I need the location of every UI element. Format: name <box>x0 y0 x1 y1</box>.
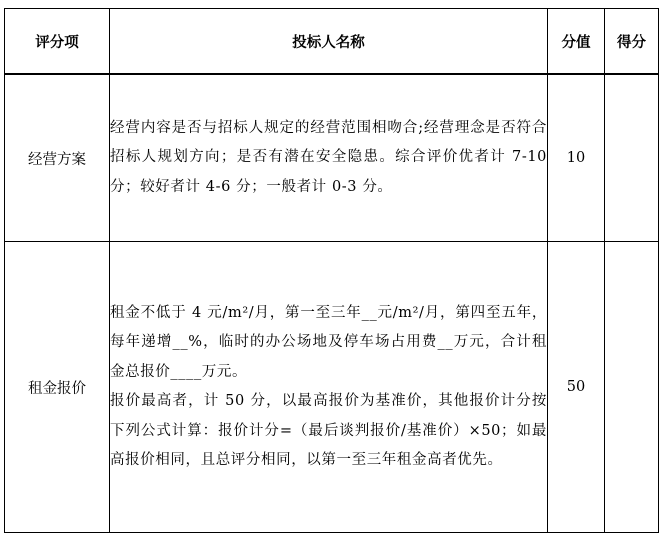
table-row <box>5 242 659 533</box>
criteria-paragraph: 报价最高者，计 50 分，以最高报价为基准价，其他报价计分按下列公式计算：报价计分=（最后谈判报价/基准价）×50；如最高报价相同，且总评分相同，以第一至三年租金高者优先。 <box>110 393 547 468</box>
row-points: 10 <box>548 74 605 242</box>
row-criteria <box>110 74 548 242</box>
header-points: 分值 <box>548 9 605 75</box>
header-score: 得分 <box>605 9 659 75</box>
criteria-paragraph: 经营内容是否与招标人规定的经营范围相吻合;经营理念是否符合招标人规划方向；是否有潜在安全隐患。综合评价优者计 7-10 分；较好者计 4-6 分；一般者计 0-3 分。 <box>110 119 547 195</box>
row-criteria <box>110 242 548 533</box>
criteria-paragraph: 租金不低于 4 元/m²/月，第一至三年__元/m²/月，第四至五年，每年递增__%，临时的办公场地及停车场占用费__万元，合计租金总报价____万元。 <box>110 304 547 380</box>
header-scoring-item: 评分项 <box>5 9 110 75</box>
table-row <box>5 74 659 242</box>
header-bidder-name: 投标人名称 <box>110 9 548 75</box>
row-score-cell[interactable] <box>605 74 659 242</box>
row-item-label: 租金报价 <box>5 242 110 533</box>
table-header-row <box>5 9 659 75</box>
row-item-label: 经营方案 <box>5 74 110 242</box>
scoring-table <box>4 8 659 533</box>
row-points: 50 <box>548 242 605 533</box>
row-score-cell[interactable] <box>605 242 659 533</box>
